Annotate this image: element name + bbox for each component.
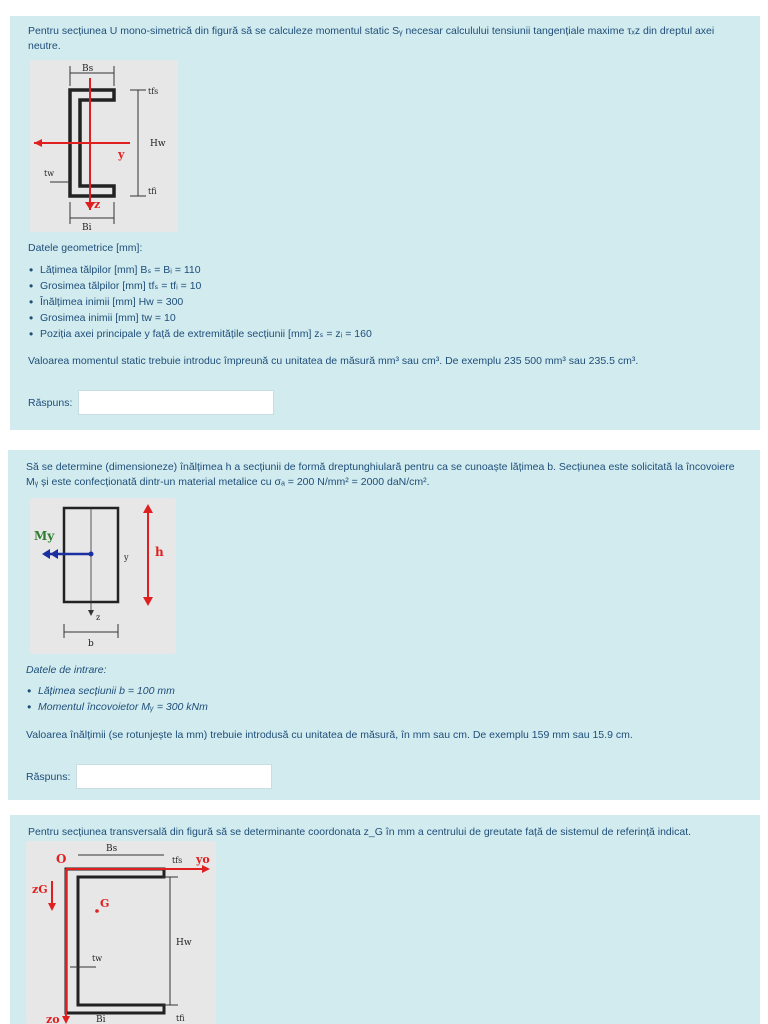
label-bs: Bs bbox=[106, 844, 118, 854]
label-b: b bbox=[88, 639, 94, 649]
question-card-3 bbox=[10, 815, 760, 1024]
label-bi: Bi bbox=[96, 1015, 106, 1024]
axis-zo-label: zo bbox=[46, 1013, 60, 1024]
centroid-section-drawing bbox=[26, 841, 216, 1024]
question-text: Pentru secțiunea U mono-simetrică din figură să se calculeze momentul static Sᵧ necesar calculului tensiunii tangențiale maxime τₓz din dreptul axei neutre. bbox=[28, 25, 715, 52]
list-item: • Lățimea secțiunii b = 100 mm bbox=[26, 683, 208, 699]
answer-input[interactable] bbox=[78, 390, 274, 415]
label-tw: tw bbox=[44, 169, 55, 178]
instruction-text: Valoarea înălțimii (se rotunjește la mm) trebuie introdusă cu unitatea de măsură, în mm sau cm. De exemplu 159 mm sau 15.9 cm. bbox=[26, 729, 633, 741]
answer-row bbox=[26, 764, 272, 789]
centroid-point bbox=[95, 909, 99, 913]
channel-section-figure bbox=[30, 60, 178, 232]
instruction-text: Valoarea momentul static trebuie introduc împreună cu unitatea de măsură mm³ sau cm³. De exemplu 235 500 mm³ sau 235.5 cm³. bbox=[28, 355, 639, 367]
axis-z-label: z bbox=[94, 198, 101, 211]
centroid-section-figure bbox=[26, 841, 216, 1024]
label-tw: tw bbox=[92, 954, 103, 963]
list-item: • Grosimea inimii [mm] tw = 10 bbox=[28, 310, 372, 326]
axis-z-label: z bbox=[96, 613, 101, 622]
list-item: • Poziția axei principale y față de extremitățile secțiunii [mm] zₛ = zᵢ = 160 bbox=[28, 326, 372, 342]
label-my: My bbox=[34, 529, 55, 543]
label-bs: Bs bbox=[82, 64, 94, 74]
label-tfs: tfs bbox=[148, 87, 159, 96]
label-bi: Bi bbox=[82, 223, 92, 232]
question-text: Să se determine (dimensioneze) înălțimea h a secțiunii de formă dreptunghiulară pentru ca se cunoaște lățimea b. Secțiunea este solicitată la încovoiere Mᵧ și este confecționată dintr-un material metalice cu σₐ = 200 N/mm² = 2000 daN/cm². bbox=[26, 461, 735, 488]
question-card-1 bbox=[10, 16, 760, 430]
answer-label: Răspuns: bbox=[28, 396, 73, 409]
centroid-label: G bbox=[100, 897, 110, 910]
list-item: • Grosimea tălpilor [mm] tfₛ = tfᵢ = 10 bbox=[28, 278, 372, 294]
label-tfi: tfi bbox=[176, 1014, 185, 1023]
label-h: h bbox=[155, 545, 164, 559]
answer-input[interactable] bbox=[76, 764, 272, 789]
question-card-2 bbox=[8, 450, 760, 800]
label-zg: zG bbox=[32, 883, 48, 896]
axis-y-label: y bbox=[118, 148, 125, 161]
geometric-data-list bbox=[28, 262, 372, 342]
channel-section-drawing bbox=[30, 60, 178, 232]
list-item: • Lățimea tălpilor [mm] Bₛ = Bᵢ = 110 bbox=[28, 262, 372, 278]
label-hw: Hw bbox=[176, 938, 192, 948]
origin-label: O bbox=[56, 852, 67, 866]
axis-yo-label: yo bbox=[196, 853, 210, 866]
rectangle-section-figure bbox=[30, 498, 176, 654]
axis-y-label: y bbox=[124, 553, 129, 562]
rectangle-section-drawing bbox=[30, 498, 176, 654]
label-tfs: tfs bbox=[172, 856, 183, 865]
list-item: • Momentul încovoietor Mᵧ = 300 kNm bbox=[26, 699, 208, 715]
question-text: Pentru secțiunea transversală din figură să se determinante coordonata z_G în mm a centrului de greutate față de sistemul de referință indicat. bbox=[28, 826, 692, 838]
answer-row bbox=[28, 390, 274, 415]
answer-label: Răspuns: bbox=[26, 770, 71, 783]
label-hw: Hw bbox=[150, 139, 166, 149]
data-heading: Datele geometrice [mm]: bbox=[28, 242, 143, 254]
list-item: • Înălțimea inimii [mm] Hw = 300 bbox=[28, 294, 372, 310]
data-heading: Datele de intrare: bbox=[26, 664, 107, 676]
input-data-list bbox=[26, 683, 208, 715]
label-tfi: tfi bbox=[148, 187, 157, 196]
